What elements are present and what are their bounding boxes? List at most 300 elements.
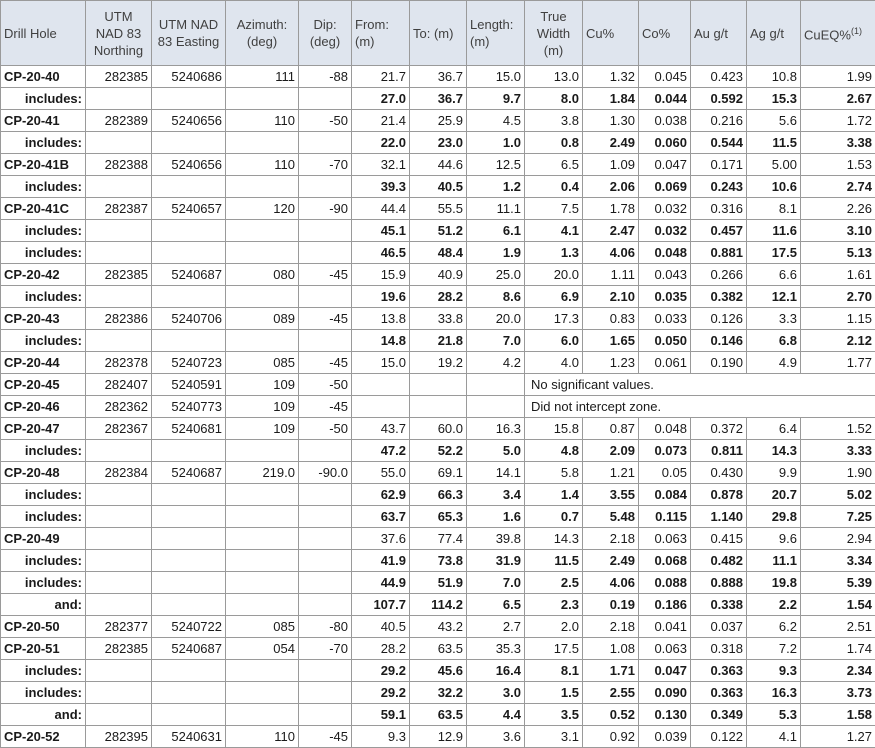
table-row: [1, 154, 875, 176]
cell-len: [467, 374, 525, 396]
cell-au: 0.243: [691, 176, 747, 198]
cell-cu: 1.09: [583, 154, 639, 176]
cell-from: 9.3: [352, 726, 410, 748]
cell-e: [152, 594, 226, 616]
cell-co: 0.088: [639, 572, 691, 594]
cell-cu: 5.48: [583, 506, 639, 528]
cell-cueq: 5.39: [801, 572, 875, 594]
cell-to: 19.2: [410, 352, 467, 374]
cell-len: 2.7: [467, 616, 525, 638]
cell-cu: 1.08: [583, 638, 639, 660]
table-row: [1, 66, 875, 88]
cell-cu: 4.06: [583, 572, 639, 594]
cell-ag: 17.5: [747, 242, 801, 264]
cell-ag: 16.3: [747, 682, 801, 704]
cell-drill-hole: includes:: [1, 330, 86, 352]
table-row: [1, 726, 875, 748]
cell-n: [86, 506, 152, 528]
cell-ag: 19.8: [747, 572, 801, 594]
cell-e: 5240722: [152, 616, 226, 638]
cell-cueq: 1.54: [801, 594, 875, 616]
cell-drill-hole: CP-20-52: [1, 726, 86, 748]
cell-len: 1.0: [467, 132, 525, 154]
cell-drill-hole: CP-20-47: [1, 418, 86, 440]
cell-cueq: 2.12: [801, 330, 875, 352]
cell-ag: 9.9: [747, 462, 801, 484]
cell-ag: 11.5: [747, 132, 801, 154]
cell-az: 120: [226, 198, 299, 220]
cell-to: 55.5: [410, 198, 467, 220]
cell-az: [226, 550, 299, 572]
cell-to: 69.1: [410, 462, 467, 484]
cell-len: 4.5: [467, 110, 525, 132]
cell-drill-hole: CP-20-46: [1, 396, 86, 418]
cell-cueq: 5.13: [801, 242, 875, 264]
cell-dip: [299, 242, 352, 264]
cell-cu: 0.87: [583, 418, 639, 440]
cell-to: 51.2: [410, 220, 467, 242]
cell-drill-hole: CP-20-50: [1, 616, 86, 638]
cell-note: No significant values.: [525, 374, 875, 396]
cell-drill-hole: CP-20-41B: [1, 154, 86, 176]
cell-drill-hole: includes:: [1, 132, 86, 154]
cell-n: [86, 572, 152, 594]
cell-co: 0.045: [639, 66, 691, 88]
cell-cueq: 1.27: [801, 726, 875, 748]
cell-from: 21.7: [352, 66, 410, 88]
cell-dip: -70: [299, 638, 352, 660]
cell-from: 27.0: [352, 88, 410, 110]
cell-cu: 0.92: [583, 726, 639, 748]
cell-cueq: 1.99: [801, 66, 875, 88]
cell-drill-hole: includes:: [1, 242, 86, 264]
cell-to: 52.2: [410, 440, 467, 462]
cell-to: 32.2: [410, 682, 467, 704]
table-body: [1, 66, 875, 748]
cell-cueq: 5.02: [801, 484, 875, 506]
cell-cu: 1.71: [583, 660, 639, 682]
header-cueq-footnote: (1): [851, 26, 862, 36]
cell-co: 0.069: [639, 176, 691, 198]
cell-e: [152, 528, 226, 550]
cell-cu: 3.55: [583, 484, 639, 506]
cell-cu: 0.83: [583, 308, 639, 330]
cell-to: 51.9: [410, 572, 467, 594]
cell-dip: [299, 220, 352, 242]
cell-dip: -70: [299, 154, 352, 176]
table-row-subinterval: [1, 176, 875, 198]
cell-n: [86, 528, 152, 550]
cell-cueq: 2.51: [801, 616, 875, 638]
cell-ag: 10.6: [747, 176, 801, 198]
table-row-subinterval: [1, 506, 875, 528]
cell-ag: 5.00: [747, 154, 801, 176]
cell-drill-hole: includes:: [1, 550, 86, 572]
cell-to: 36.7: [410, 88, 467, 110]
cell-cu: 1.21: [583, 462, 639, 484]
cell-az: 109: [226, 396, 299, 418]
cell-ag: 5.6: [747, 110, 801, 132]
table-row-subinterval: [1, 220, 875, 242]
cell-co: 0.035: [639, 286, 691, 308]
cell-from: 44.9: [352, 572, 410, 594]
cell-len: 5.0: [467, 440, 525, 462]
cell-from: 63.7: [352, 506, 410, 528]
cell-e: 5240657: [152, 198, 226, 220]
cell-au: 0.316: [691, 198, 747, 220]
cell-tw: 11.5: [525, 550, 583, 572]
table-row-subinterval: [1, 88, 875, 110]
cell-au: 0.126: [691, 308, 747, 330]
header-row: [1, 1, 875, 66]
cell-from: 55.0: [352, 462, 410, 484]
table-row-subinterval: [1, 660, 875, 682]
cell-dip: -80: [299, 616, 352, 638]
cell-to: 73.8: [410, 550, 467, 572]
cell-e: [152, 484, 226, 506]
cell-to: 23.0: [410, 132, 467, 154]
cell-drill-hole: includes:: [1, 220, 86, 242]
cell-au: 0.544: [691, 132, 747, 154]
cell-len: 6.5: [467, 594, 525, 616]
cell-from: 62.9: [352, 484, 410, 506]
cell-drill-hole: CP-20-51: [1, 638, 86, 660]
cell-az: 110: [226, 154, 299, 176]
cell-from: 15.0: [352, 352, 410, 374]
cell-drill-hole: includes:: [1, 176, 86, 198]
cell-e: [152, 132, 226, 154]
cell-to: 21.8: [410, 330, 467, 352]
cell-cueq: 3.38: [801, 132, 875, 154]
cell-drill-hole: CP-20-49: [1, 528, 86, 550]
cell-len: 31.9: [467, 550, 525, 572]
table-row: [1, 462, 875, 484]
cell-cu: 2.49: [583, 132, 639, 154]
cell-ag: 4.9: [747, 352, 801, 374]
cell-cueq: 2.94: [801, 528, 875, 550]
cell-drill-hole: includes:: [1, 484, 86, 506]
table-row: [1, 352, 875, 374]
cell-n: 282362: [86, 396, 152, 418]
cell-from: 22.0: [352, 132, 410, 154]
cell-az: 085: [226, 352, 299, 374]
cell-n: 282377: [86, 616, 152, 638]
cell-to: [410, 396, 467, 418]
cell-from: 46.5: [352, 242, 410, 264]
cell-n: [86, 550, 152, 572]
cell-dip: [299, 682, 352, 704]
cell-from: 37.6: [352, 528, 410, 550]
header-drill-hole: Drill Hole: [1, 1, 86, 66]
cell-tw: 2.3: [525, 594, 583, 616]
header-utm-northing: UTM NAD 83 Northing: [86, 1, 152, 66]
cell-dip: [299, 550, 352, 572]
cell-ag: 2.2: [747, 594, 801, 616]
cell-from: 41.9: [352, 550, 410, 572]
cell-az: [226, 484, 299, 506]
cell-to: 40.5: [410, 176, 467, 198]
cell-e: [152, 286, 226, 308]
cell-ag: 10.8: [747, 66, 801, 88]
cell-from: 44.4: [352, 198, 410, 220]
cell-co: 0.068: [639, 550, 691, 572]
cell-tw: 15.8: [525, 418, 583, 440]
cell-len: 1.9: [467, 242, 525, 264]
cell-n: 282384: [86, 462, 152, 484]
cell-to: 33.8: [410, 308, 467, 330]
cell-az: [226, 88, 299, 110]
cell-az: 109: [226, 374, 299, 396]
cell-cueq: 1.61: [801, 264, 875, 286]
cell-from: 21.4: [352, 110, 410, 132]
header-true-width: True Width (m): [525, 1, 583, 66]
cell-n: [86, 88, 152, 110]
cell-dip: [299, 528, 352, 550]
table-row: [1, 396, 875, 418]
cell-au: 0.592: [691, 88, 747, 110]
cell-ag: 5.3: [747, 704, 801, 726]
cell-to: 44.6: [410, 154, 467, 176]
cell-co: 0.047: [639, 154, 691, 176]
cell-dip: [299, 594, 352, 616]
cell-ag: 9.6: [747, 528, 801, 550]
cell-ag: 12.1: [747, 286, 801, 308]
header-azimuth: Azimuth: (deg): [226, 1, 299, 66]
cell-az: [226, 704, 299, 726]
cell-co: 0.038: [639, 110, 691, 132]
cell-tw: 5.8: [525, 462, 583, 484]
cell-len: 7.0: [467, 572, 525, 594]
cell-cu: 2.18: [583, 616, 639, 638]
cell-az: 219.0: [226, 462, 299, 484]
cell-n: 282367: [86, 418, 152, 440]
cell-to: 45.6: [410, 660, 467, 682]
cell-drill-hole: includes:: [1, 88, 86, 110]
cell-e: 5240706: [152, 308, 226, 330]
cell-cu: 2.10: [583, 286, 639, 308]
cell-n: [86, 704, 152, 726]
cell-cu: 2.18: [583, 528, 639, 550]
cell-tw: 4.8: [525, 440, 583, 462]
cell-tw: 4.0: [525, 352, 583, 374]
cell-tw: 8.1: [525, 660, 583, 682]
cell-drill-hole: CP-20-42: [1, 264, 86, 286]
cell-au: 0.318: [691, 638, 747, 660]
cell-from: 107.7: [352, 594, 410, 616]
cell-au: 0.349: [691, 704, 747, 726]
cell-au: 0.171: [691, 154, 747, 176]
header-au: Au g/t: [691, 1, 747, 66]
cell-from: [352, 374, 410, 396]
cell-drill-hole: and:: [1, 704, 86, 726]
cell-n: 282389: [86, 110, 152, 132]
cell-n: [86, 594, 152, 616]
cell-co: 0.060: [639, 132, 691, 154]
table-row: [1, 638, 875, 660]
cell-az: 085: [226, 616, 299, 638]
cell-ag: 7.2: [747, 638, 801, 660]
cell-tw: 7.5: [525, 198, 583, 220]
cell-from: 29.2: [352, 682, 410, 704]
cell-dip: [299, 484, 352, 506]
cell-co: 0.032: [639, 198, 691, 220]
cell-au: 0.190: [691, 352, 747, 374]
cell-n: 282385: [86, 638, 152, 660]
cell-from: 14.8: [352, 330, 410, 352]
cell-e: 5240656: [152, 110, 226, 132]
cell-e: [152, 220, 226, 242]
cell-az: 080: [226, 264, 299, 286]
cell-from: 40.5: [352, 616, 410, 638]
cell-tw: 6.5: [525, 154, 583, 176]
cell-from: 28.2: [352, 638, 410, 660]
cell-co: 0.130: [639, 704, 691, 726]
cell-from: 32.1: [352, 154, 410, 176]
cell-cueq: 3.34: [801, 550, 875, 572]
cell-e: [152, 572, 226, 594]
cell-to: 12.9: [410, 726, 467, 748]
cell-n: [86, 440, 152, 462]
cell-az: [226, 242, 299, 264]
cell-co: 0.032: [639, 220, 691, 242]
cell-co: 0.186: [639, 594, 691, 616]
cell-au: 0.216: [691, 110, 747, 132]
cell-az: [226, 330, 299, 352]
cell-e: [152, 506, 226, 528]
cell-e: [152, 330, 226, 352]
cell-dip: -88: [299, 66, 352, 88]
cell-to: 25.9: [410, 110, 467, 132]
table-row-subinterval: [1, 242, 875, 264]
cell-tw: 17.3: [525, 308, 583, 330]
cell-e: [152, 704, 226, 726]
cell-az: [226, 660, 299, 682]
cell-e: 5240687: [152, 462, 226, 484]
cell-cu: 2.06: [583, 176, 639, 198]
cell-ag: 8.1: [747, 198, 801, 220]
cell-to: 66.3: [410, 484, 467, 506]
table-row-subinterval: [1, 484, 875, 506]
cell-tw: 3.8: [525, 110, 583, 132]
cell-n: [86, 660, 152, 682]
cell-au: 1.140: [691, 506, 747, 528]
cell-len: 20.0: [467, 308, 525, 330]
cell-az: [226, 220, 299, 242]
cell-ag: 11.6: [747, 220, 801, 242]
cell-len: 15.0: [467, 66, 525, 88]
cell-co: 0.033: [639, 308, 691, 330]
cell-tw: 6.9: [525, 286, 583, 308]
header-cu: Cu%: [583, 1, 639, 66]
table-row-subinterval: [1, 704, 875, 726]
cell-cueq: 1.58: [801, 704, 875, 726]
cell-tw: 20.0: [525, 264, 583, 286]
cell-len: 8.6: [467, 286, 525, 308]
cell-from: 59.1: [352, 704, 410, 726]
cell-len: 35.3: [467, 638, 525, 660]
cell-cu: 2.47: [583, 220, 639, 242]
cell-tw: 17.5: [525, 638, 583, 660]
cell-cueq: 1.72: [801, 110, 875, 132]
cell-dip: [299, 330, 352, 352]
cell-au: 0.811: [691, 440, 747, 462]
table-row-subinterval: [1, 440, 875, 462]
table-row: [1, 110, 875, 132]
cell-dip: [299, 132, 352, 154]
cell-len: 39.8: [467, 528, 525, 550]
cell-co: 0.039: [639, 726, 691, 748]
cell-au: 0.363: [691, 660, 747, 682]
header-to: To: (m): [410, 1, 467, 66]
cell-drill-hole: CP-20-44: [1, 352, 86, 374]
cell-cu: 1.65: [583, 330, 639, 352]
cell-len: 25.0: [467, 264, 525, 286]
cell-cueq: 1.77: [801, 352, 875, 374]
cell-co: 0.047: [639, 660, 691, 682]
cell-to: 43.2: [410, 616, 467, 638]
cell-to: 114.2: [410, 594, 467, 616]
table-row: [1, 374, 875, 396]
cell-au: 0.878: [691, 484, 747, 506]
cell-cueq: 3.73: [801, 682, 875, 704]
header-cueq: [801, 1, 875, 66]
cell-tw: 1.3: [525, 242, 583, 264]
cell-from: [352, 396, 410, 418]
cell-len: 7.0: [467, 330, 525, 352]
cell-co: 0.063: [639, 528, 691, 550]
cell-ag: 6.8: [747, 330, 801, 352]
cell-e: [152, 88, 226, 110]
cell-tw: 0.4: [525, 176, 583, 198]
cell-dip: [299, 572, 352, 594]
cell-drill-hole: CP-20-43: [1, 308, 86, 330]
cell-ag: 3.3: [747, 308, 801, 330]
cell-dip: -45: [299, 726, 352, 748]
table-row: [1, 616, 875, 638]
cell-from: 19.6: [352, 286, 410, 308]
header-co: Co%: [639, 1, 691, 66]
cell-len: 3.6: [467, 726, 525, 748]
table-row-subinterval: [1, 330, 875, 352]
cell-n: [86, 220, 152, 242]
cell-au: 0.430: [691, 462, 747, 484]
cell-len: 3.4: [467, 484, 525, 506]
cell-dip: -45: [299, 396, 352, 418]
cell-dip: -50: [299, 374, 352, 396]
cell-au: 0.881: [691, 242, 747, 264]
cell-tw: 8.0: [525, 88, 583, 110]
cell-au: 0.037: [691, 616, 747, 638]
cell-tw: 2.0: [525, 616, 583, 638]
table-row-subinterval: [1, 132, 875, 154]
cell-len: 3.0: [467, 682, 525, 704]
cell-az: [226, 682, 299, 704]
cell-co: 0.073: [639, 440, 691, 462]
cell-len: 4.4: [467, 704, 525, 726]
cell-au: 0.146: [691, 330, 747, 352]
cell-len: 4.2: [467, 352, 525, 374]
cell-ag: 6.4: [747, 418, 801, 440]
cell-from: 43.7: [352, 418, 410, 440]
cell-drill-hole: includes:: [1, 682, 86, 704]
cell-e: [152, 660, 226, 682]
cell-note: Did not intercept zone.: [525, 396, 875, 418]
cell-cueq: 1.53: [801, 154, 875, 176]
cell-len: 6.1: [467, 220, 525, 242]
cell-to: 65.3: [410, 506, 467, 528]
cell-az: [226, 594, 299, 616]
cell-cu: 1.30: [583, 110, 639, 132]
